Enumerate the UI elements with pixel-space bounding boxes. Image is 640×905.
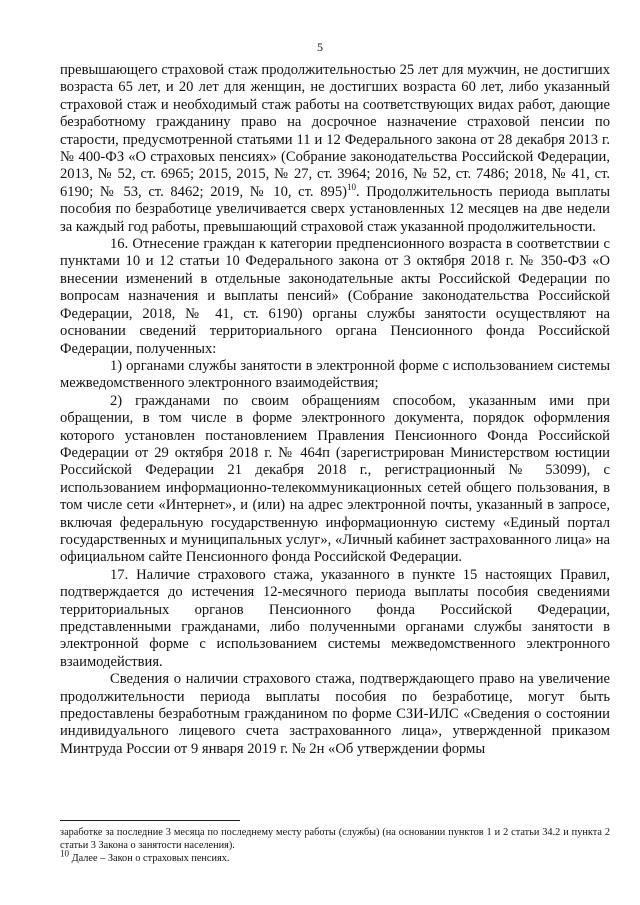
footnotes <box>60 826 610 865</box>
document-body <box>60 62 610 758</box>
paragraph-continuation <box>60 62 610 236</box>
footnote-reference: 10 <box>346 181 356 192</box>
paragraph-17: 17. Наличие страхового стажа, указанного в пункте 15 настоящих Правил, подтверждается до истечения 12-месячного периода выплаты пособия сведениями территориальных органов Пенсионного фонда Российской Федерации, представленными гражданами, либо полученными органами службы занятости в электронной форме с использованием системы межведомственного электронного взаимодействия. <box>60 566 610 670</box>
footnote-10-text: Далее – Закон о страховых пенсиях. <box>71 853 230 864</box>
footnote-continued: заработке за последние 3 месяца по последнему месту работы (службы) (на основании пунктов 1 и 2 статьи 34.2 и пункта 2 статьи 3 Закона о занятости населения). <box>60 827 610 851</box>
paragraph-16-item-1: 1) органами службы занятости в электронной форме с использованием системы межведомственного электронного взаимодействия; <box>60 357 610 392</box>
page-number: 5 <box>317 40 323 54</box>
footnote-10-mark: 10 <box>60 848 69 859</box>
paragraph-16: 16. Отнесение граждан к категории предпенсионного возраста в соответствии с пунктами 10 и 12 статьи 10 Федерального закона от 3 октября 2018 г. № 350-ФЗ «О внесении изменений в отдельные законодательные акты Российской Федерации по вопросам назначения и выплаты пенсий» (Собрание законодательства Российской Федерации, 2018, № 41, ст. 6190) органы службы занятости осуществляют на основании сведений территориального органа Пенсионного фонда Российской Федерации, полученных: <box>60 236 610 357</box>
paragraph-16-item-2: 2) гражданами по своим обращениям способом, указанным ими при обращении, в том числе в форме электронного документа, порядок оформления которого установлен постановлением Правления Пенсионного Фонда Российской Федерации от 29 октября 2018 г. № 464п (зарегистрирован Министерством юстиции Российской Федерации 21 декабря 2018 г., регистрационный № 53099), с использованием информационно-телекоммуникационных сетей общего пользования, в том числе сети «Интернет», и (или) на адрес электронной почты, указанный в запросе, включая федеральную государственную информационную систему «Единый портал государственных и муниципальных услуг», «Личный кабинет застрахованного лица» на официальном сайте Пенсионного фонда Российской Федерации. <box>60 392 610 566</box>
paragraph-1-tail: . Продолжительность периода выплаты пособия по безработице увеличивается сверх установленных 12 месяцев на две недели за каждый год работы, превышающий страховой стаж указанной продолжительности. <box>60 183 610 235</box>
footnote-10 <box>60 848 610 865</box>
paragraph-17-continued: Сведения о наличии страхового стажа, подтверждающего право на увеличение продолжительности периода выплаты пособия по безработице, могут быть предоставлены безработным гражданином по форме СЗИ-ИЛС «Сведения о состоянии индивидуального лицевого счета застрахованного лица», утвержденной приказом Минтруда России от 9 января 2019 г. № 2н «Об утверждении формы <box>60 671 610 757</box>
footnote-divider <box>60 820 240 821</box>
paragraph-1-text: превышающего страховой стаж продолжительностью 25 лет для мужчин, не достигших возраста 65 лет, и 20 лет для женщин, не достигших возраста 60 лет, либо указанный страховой стаж и необходимый стаж работы на соответствующих видах работ, дающие безработному гражданину право на досрочное назначение страховой пенсии по старости, предусмотренной статьями 11 и 12 Федерального закона от 28 декабря 2013 г. № 400-ФЗ «О страховых пенсиях» (Собрание законодательства Российской Федерации, 2013, № 52, ст. 6965; 2015, 2015, № 27, ст. 3964; 2016, № 52, ст. 7486; 2018, № 41, ст. 6190; № 53, ст. 8462; 2019, № 10, ст. 895) <box>60 62 610 200</box>
